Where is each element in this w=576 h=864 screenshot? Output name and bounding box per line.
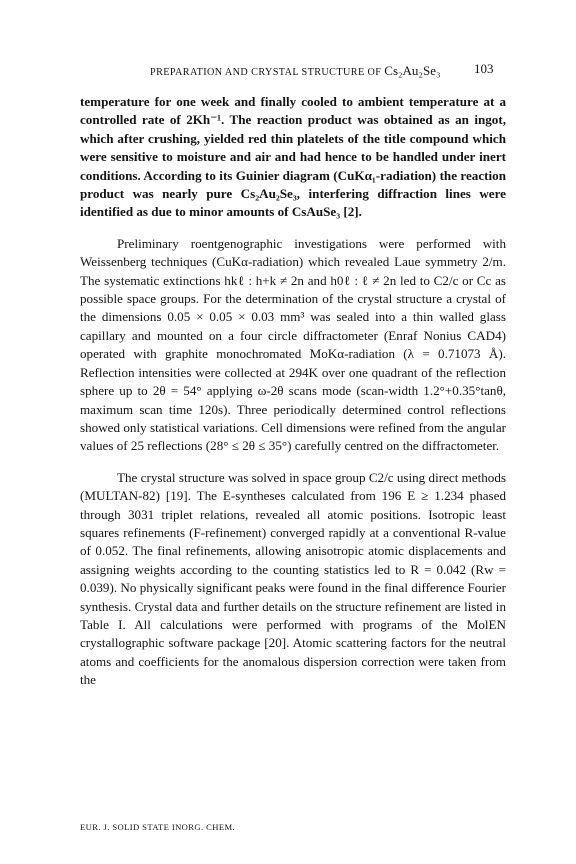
paragraph-structure-solution: The crystal structure was solved in space group C2/c using direct methods (MULTAN-82) [19]. The E-syntheses calculated from 196 E ≥ 1.234 phased through 3031 triplet relations, revealed all atomic positions. Isotropic least squares refinements (F-refinement) converged rapidly at a conventional R-value of 0.052. The final refinements, allowing anisotropic atomic displacements and assigning weights according to the counting statistics led to R = 0.042 (Rw = 0.039). No physically significant peaks were found in the final difference Fourier synthesis. Crystal data and further details on the structure refinement are listed in Table I. All calculations were performed with programs of the MolEN crystallographic software package [20]. Atomic scattering factors for the neutral atoms and coefficients for the anomalous dispersion correction were taken from the	[80, 469, 506, 688]
running-title-compound: Cs₂Au₂Se₃	[384, 63, 441, 78]
journal-footer: EUR. J. SOLID STATE INORG. CHEM.	[80, 822, 236, 832]
paragraph-preparation: temperature for one week and finally cooled to ambient temperature at a controlled rate of 2Kh⁻¹. The reaction product was obtained as an ingot, which after crushing, yielded red thin platelets of the title compound which were sensitive to moisture and air and had hence to be handled under inert conditions. According to its Guinier diagram (CuKα₁-radiation) the reaction product was nearly pure Cs₂Au₂Se₃, interfering diffraction lines were identified as due to minor amounts of CsAuSe₃ [2].	[80, 94, 506, 220]
page-number: 103	[474, 61, 494, 76]
running-title-text: PREPARATION AND CRYSTAL STRUCTURE OF	[150, 67, 385, 78]
running-title	[150, 63, 441, 79]
paragraph-investigation: Preliminary roentgenographic investigations were performed with Weissenberg techniques (CuKα-radiation) which revealed Laue symmetry 2/m. The systematic extinctions hkℓ : h+k ≠ 2n and h0ℓ : ℓ ≠ 2n led to C2/c or Cc as possible space groups. For the determination of the crystal structure a crystal of the dimensions 0.05 × 0.05 × 0.03 mm³ was sealed into a thin walled glass capillary and mounted on a four circle diffractometer (Enraf Nonius CAD4) operated with graphite monochromated MoKα-radiation (λ = 0.71073 Å). Reflection intensities were collected at 294K over one quadrant of the reflection sphere up to 2θ = 54° applying ω-2θ scans mode (scan-width 1.2°+0.35°tanθ, maximum scan time 120s). Three periodically determined control reflections showed only statistical variations. Cell dimensions were refined from the angular values of 25 reflections (28° ≤ 2θ ≤ 35°) carefully centred on the diffractometer.	[80, 235, 506, 454]
body-text	[80, 93, 506, 690]
